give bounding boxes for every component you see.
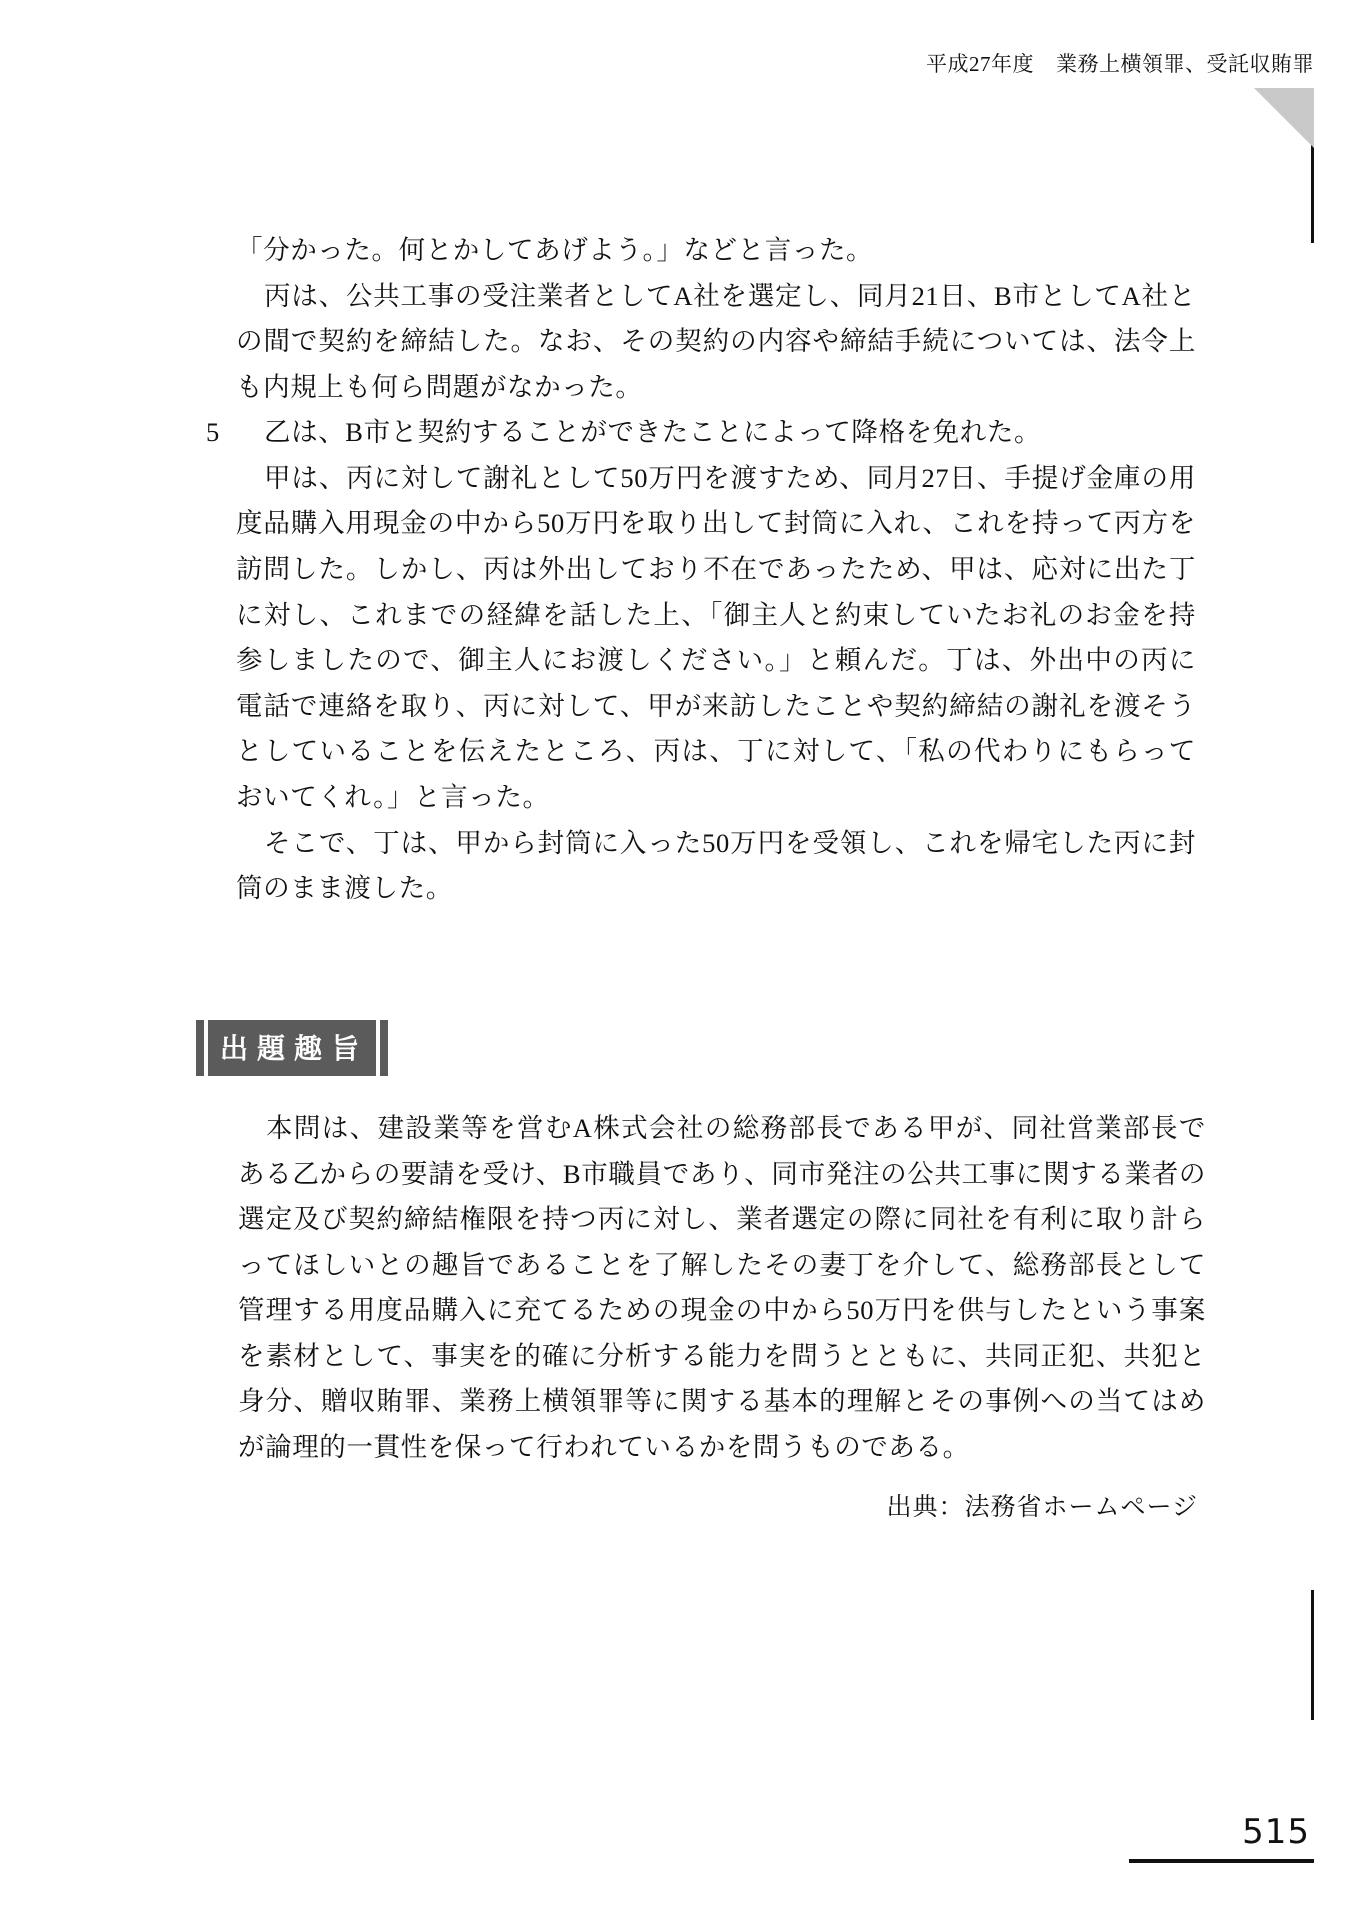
- section-body-text: 本問は、建設業等を営むA株式会社の総務部長である甲が、同社営業部長である乙からの要請を受け、B市職員であり、同市発注の公共工事に関する業者の選定及び契約締結権限を持つ丙に対し、業者選定の際に同社を有利に取り計らってほしいとの趣旨であることを了解したその妻丁を介して、総務部長として管理する用度品購入に充てるための現金の中から50万円を供与したという事案を素材として、事実を的確に分析する能力を問うとともに、共同正犯、共犯と身分、贈収賄罪、業務上横領罪等に関する基本的理解とその事例への当てはめが論理的一貫性を保って行われているかを問うものである。: [238, 1113, 1206, 1463]
- running-head-topic: 業務上横領罪、受託収賄罪: [1056, 52, 1314, 76]
- source-credit: 出典：法務省ホームページ: [886, 1491, 1198, 1521]
- paragraph-number: 5: [206, 417, 220, 448]
- section-shushi: [196, 1020, 1206, 1523]
- footer-vertical-rule: [1311, 1590, 1314, 1720]
- main-text-column: [206, 228, 1196, 912]
- paragraph: 甲は、丙に対して謝礼として50万円を渡すため、同月27日、手提げ金庫の用度品購入用現金の中から50万円を取り出して封筒に入れ、これを持って丙方を訪問した。しかし、丙は外出しており不在であったため、甲は、応対に出た丁に対し、これまでの経緯を話した上、「御主人と約束していたお礼のお金を持参しましたので、御主人にお渡しください。」と頼んだ。丁は、外出中の丙に電話で連絡を取り、丙に対して、甲が来訪したことや契約締結の謝礼を渡そうとしていることを伝えたところ、丙は、丁に対して、「私の代わりにもらっておいてくれ。」と言った。: [236, 462, 1196, 812]
- section-heading-label: 出題趣旨: [220, 1034, 369, 1065]
- page-number: 515: [1242, 1812, 1310, 1852]
- paragraph-text: 乙は、B市と契約することができたことによって降格を免れた。: [264, 417, 1042, 448]
- paragraph: そこで、丁は、甲から封筒に入った50万円を受領し、これを帰宅した丙に封筒のまま渡した。: [236, 827, 1196, 904]
- running-head: [926, 48, 1314, 78]
- section-heading-chip: [196, 1020, 388, 1076]
- footer-horizontal-rule: [1129, 1859, 1314, 1863]
- page-corner-fold-decoration: [1254, 88, 1314, 148]
- running-head-year: 平成27年度: [926, 52, 1034, 76]
- paragraph: 丙は、公共工事の受注業者としてA社を選定し、同月21日、B市としてA社との間で契約を締結した。なお、その契約の内容や締結手続については、法令上も内規上も何ら問題がなかった。: [236, 280, 1196, 402]
- paragraph: 「分かった。何とかしてあげよう。」などと言った。: [236, 235, 874, 265]
- numbered-paragraph: [206, 410, 1196, 456]
